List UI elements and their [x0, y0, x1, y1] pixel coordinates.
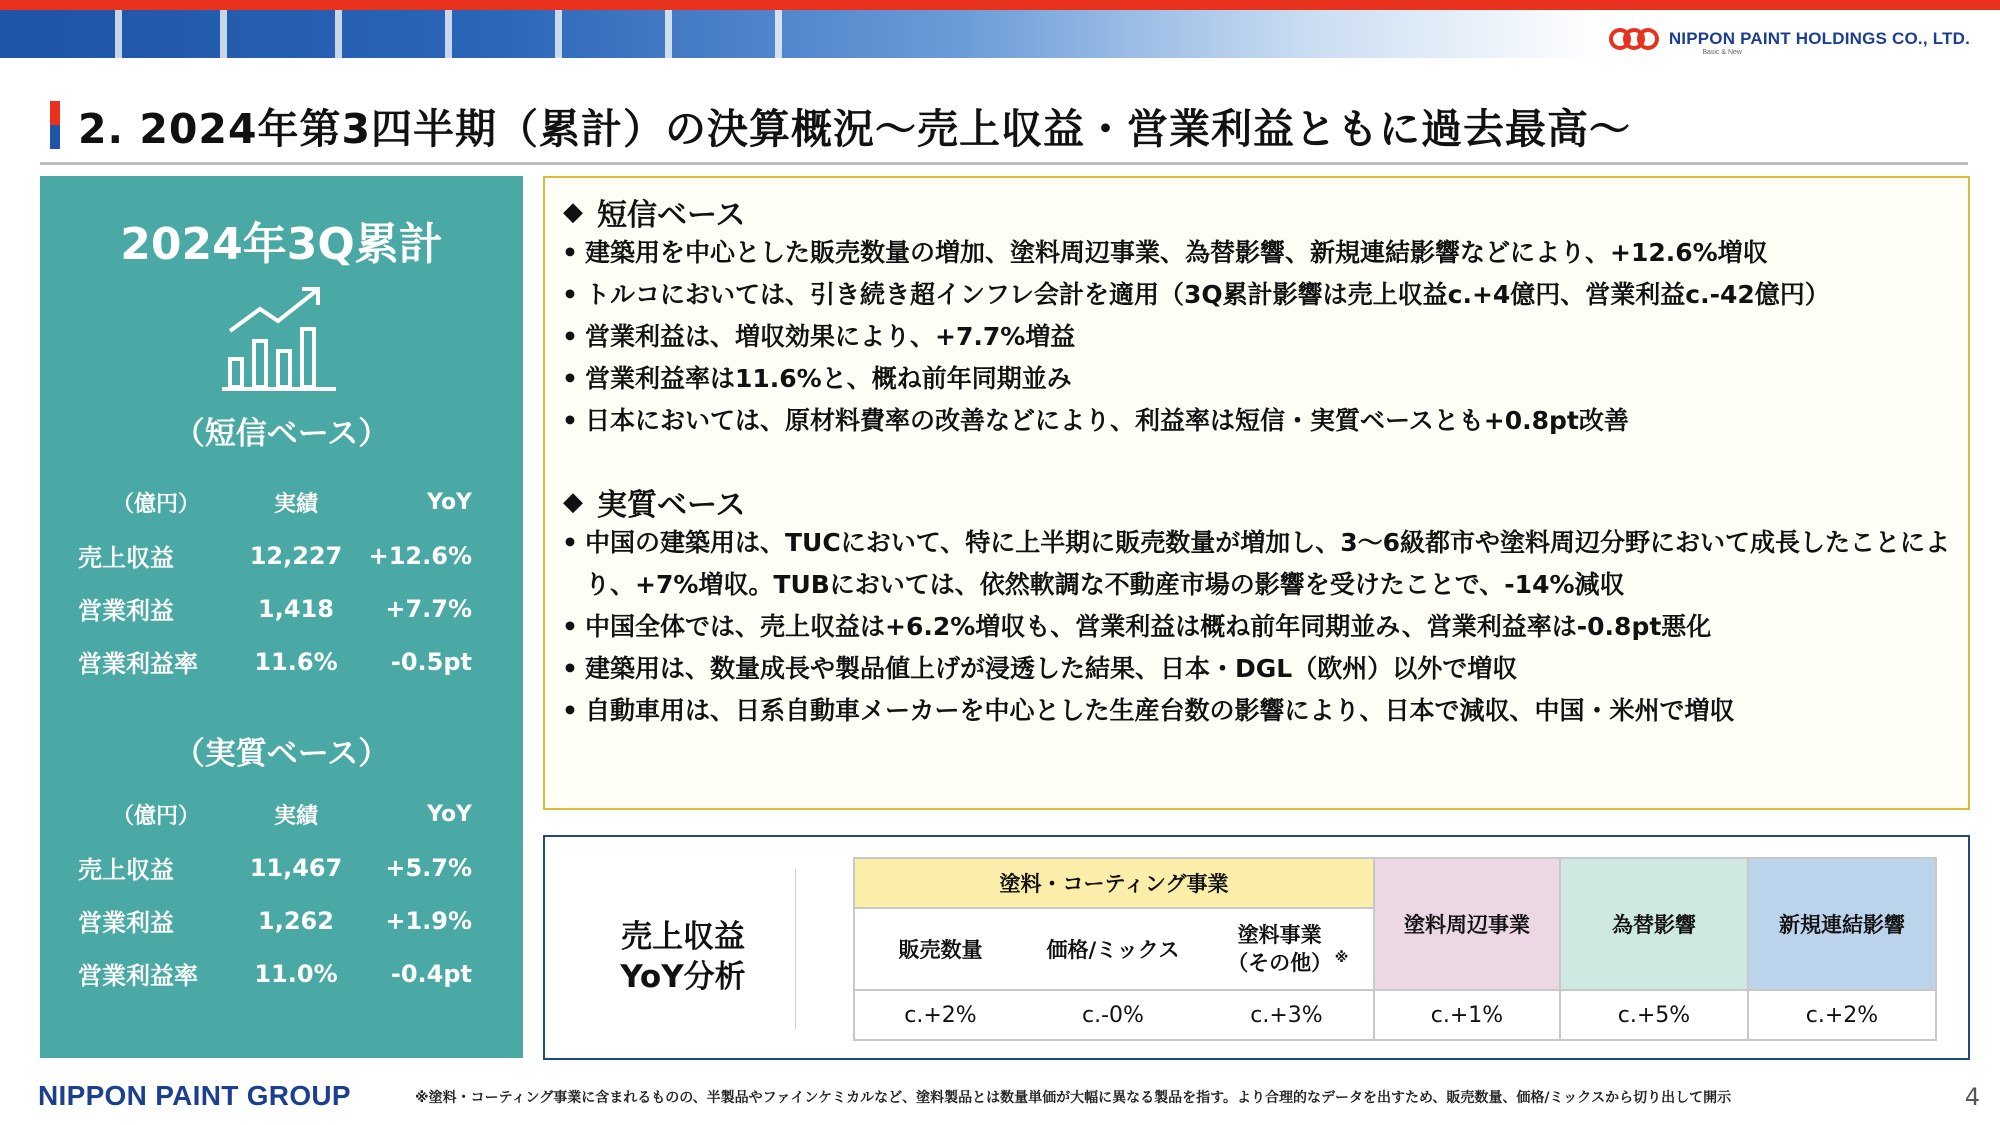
- bullet-dot-icon: •: [562, 696, 578, 725]
- paint-other-label: 塗料事業（その他）: [1227, 923, 1333, 975]
- tanshin-bullet-list: [555, 232, 1955, 442]
- section-title: 実質ベース: [597, 488, 746, 523]
- col-yoy: YoY: [427, 490, 472, 515]
- sales-volume-value: c.+2%: [854, 990, 1026, 1040]
- tanshin-table: [78, 476, 518, 688]
- list-item: [555, 316, 1955, 358]
- band-divider: [555, 10, 562, 58]
- list-item-text: トルコにおいては、引き続き超インフレ会計を適用（3Q累計影響は売上収益c.+4億円、営業利益c.-42億円）: [585, 280, 1830, 309]
- new-consolidation-value: c.+2%: [1748, 990, 1936, 1040]
- price-mix-value: c.-0%: [1026, 990, 1200, 1040]
- band-divider: [335, 10, 342, 58]
- bullet-dot-icon: •: [562, 280, 578, 309]
- summary-heading: 2024年3Q累計: [120, 219, 443, 270]
- yoy-analysis-box: [543, 835, 1970, 1060]
- company-name: NIPPON PAINT HOLDINGS CO., LTD.: [1668, 29, 1970, 48]
- list-item: [555, 606, 1955, 648]
- list-item-text: 日本においては、原材料費率の改善などにより、利益率は短信・実質ベースとも+0.8pt改善: [585, 406, 1629, 435]
- list-item-text: 建築用を中心とした販売数量の増加、塗料周辺事業、為替影響、新規連結影響などにより、+12.6%増収: [585, 238, 1768, 267]
- list-item-text: 営業利益は、増収効果により、+7.7%増益: [585, 322, 1076, 351]
- table-row: [78, 841, 518, 894]
- list-item: [555, 232, 1955, 274]
- bullet-dot-icon: •: [562, 238, 578, 267]
- section-title: 短信ベース: [597, 198, 746, 233]
- jisshitsu-table: [78, 788, 518, 1000]
- list-item-text: 中国の建築用は、TUCにおいて、特に上半期に販売数量が増加し、3～6級都市や塗料周辺分野において成長したことにより、+7%増収。TUBにおいては、依然軟調な不動産市場の影響を受けたことで、-14%減収: [585, 528, 1950, 599]
- paint-other-value: c.+3%: [1200, 990, 1374, 1040]
- table-row: [78, 947, 518, 1000]
- group-logo: NIPPON PAINT GROUP: [38, 1080, 351, 1111]
- around-paint-value: c.+1%: [1374, 990, 1560, 1040]
- jisshitsu-bullet-list: [555, 522, 1955, 732]
- top-red-stripe: [0, 0, 2000, 10]
- row-value: 1,418: [258, 594, 334, 623]
- table-row: [78, 635, 518, 688]
- jisshitsu-base-label: （実質ベース）: [173, 736, 390, 772]
- row-label: 営業利益率: [78, 650, 198, 678]
- diamond-bullet-icon: ◆: [563, 487, 583, 517]
- row-value: 1,262: [258, 906, 334, 935]
- col-yoy: YoY: [427, 802, 472, 827]
- list-item-text: 営業利益率は11.6%と、概ね前年同期並み: [585, 364, 1072, 393]
- list-item-text: 自動車用は、日系自動車メーカーを中心とした生産台数の影響により、日本で減収、中国・米州で増収: [585, 696, 1735, 725]
- row-value: 11.0%: [254, 959, 338, 988]
- company-logo: [1609, 26, 1970, 52]
- band-divider: [220, 10, 227, 58]
- row-value: 11.6%: [254, 647, 338, 676]
- footnote-mark: ※: [1334, 950, 1349, 966]
- col-actual: 実績: [273, 804, 318, 829]
- table-header-row: [78, 476, 518, 529]
- summary-panel: [40, 176, 523, 1058]
- price-mix-header: 価格/ミックス: [1026, 908, 1200, 990]
- row-yoy: +5.7%: [385, 853, 472, 882]
- list-item: [555, 400, 1955, 442]
- page-title: 2. 2024年第3四半期（累計）の決算概況～売上収益・営業利益ともに過去最高～: [78, 105, 1632, 153]
- growth-chart-icon: [220, 281, 338, 393]
- row-yoy: -0.5pt: [390, 647, 472, 676]
- band-divider: [665, 10, 672, 58]
- bullet-dot-icon: •: [562, 406, 578, 435]
- section-heading-tanshin: [563, 190, 746, 234]
- yoy-label-line2: YoY分析: [620, 959, 746, 995]
- row-label: 営業利益: [78, 909, 174, 937]
- company-tagline: Basic & New: [1702, 49, 1742, 56]
- row-value: 11,467: [249, 853, 343, 882]
- title-underline: [40, 162, 1968, 165]
- tanshin-base-label: （短信ベース）: [173, 416, 390, 452]
- table-row: [78, 582, 518, 635]
- nippon-paint-logo-icon: [1609, 26, 1661, 52]
- yoy-table: [853, 857, 1937, 1041]
- bullet-dot-icon: •: [562, 612, 578, 641]
- bullet-dot-icon: •: [562, 654, 578, 683]
- row-yoy: +12.6%: [368, 541, 472, 570]
- list-item: [555, 274, 1955, 316]
- paint-other-header: [1200, 908, 1374, 990]
- bullet-dot-icon: •: [562, 364, 578, 393]
- list-item-text: 建築用は、数量成長や製品値上げが浸透した結果、日本・DGL（欧州）以外で増収: [585, 654, 1518, 683]
- fx-impact-value: c.+5%: [1560, 990, 1748, 1040]
- row-label: 売上収益: [78, 856, 174, 884]
- yoy-divider: [795, 869, 796, 1029]
- col-unit: （億円）: [112, 492, 201, 517]
- row-value: 12,227: [249, 541, 343, 570]
- row-yoy: +7.7%: [385, 594, 472, 623]
- band-divider: [775, 10, 782, 58]
- table-header-row: [78, 788, 518, 841]
- commentary-box: [543, 176, 1970, 810]
- list-item: [555, 358, 1955, 400]
- table-row: [78, 894, 518, 947]
- table-row: [78, 529, 518, 582]
- footnote: ※塗料・コーティング事業に含まれるものの、半製品やファインケミカルなど、塗料製品とは数量単価が大幅に異なる製品を指す。より合理的なデータを出すため、販売数量、価格/ミックスから切り出して開示: [415, 1090, 1732, 1106]
- paint-coating-group-header: 塗料・コーティング事業: [854, 858, 1374, 908]
- row-label: 売上収益: [78, 544, 174, 572]
- row-yoy: +1.9%: [385, 906, 472, 935]
- row-label: 営業利益: [78, 597, 174, 625]
- row-label: 営業利益率: [78, 962, 198, 990]
- yoy-label-line1: 売上収益: [621, 919, 745, 955]
- page-number: 4: [1964, 1083, 1980, 1111]
- list-item: [555, 522, 1955, 606]
- yoy-label: [583, 917, 783, 997]
- list-item-text: 中国全体では、売上収益は+6.2%増収も、営業利益は概ね前年同期並み、営業利益率は-0.8pt悪化: [585, 612, 1712, 641]
- diamond-bullet-icon: ◆: [563, 197, 583, 227]
- fx-impact-header: 為替影響: [1560, 858, 1748, 990]
- bullet-dot-icon: •: [562, 528, 578, 557]
- bullet-dot-icon: •: [562, 322, 578, 351]
- band-divider: [445, 10, 452, 58]
- band-divider: [115, 10, 122, 58]
- sales-volume-header: 販売数量: [854, 908, 1026, 990]
- around-paint-header: 塗料周辺事業: [1374, 858, 1560, 990]
- col-actual: 実績: [273, 492, 318, 517]
- list-item: [555, 690, 1955, 732]
- section-heading-jisshitsu: [563, 480, 746, 524]
- title-accent-bar: [50, 101, 60, 149]
- col-unit: （億円）: [112, 804, 201, 829]
- list-item: [555, 648, 1955, 690]
- new-consolidation-header: 新規連結影響: [1748, 858, 1936, 990]
- row-yoy: -0.4pt: [390, 959, 472, 988]
